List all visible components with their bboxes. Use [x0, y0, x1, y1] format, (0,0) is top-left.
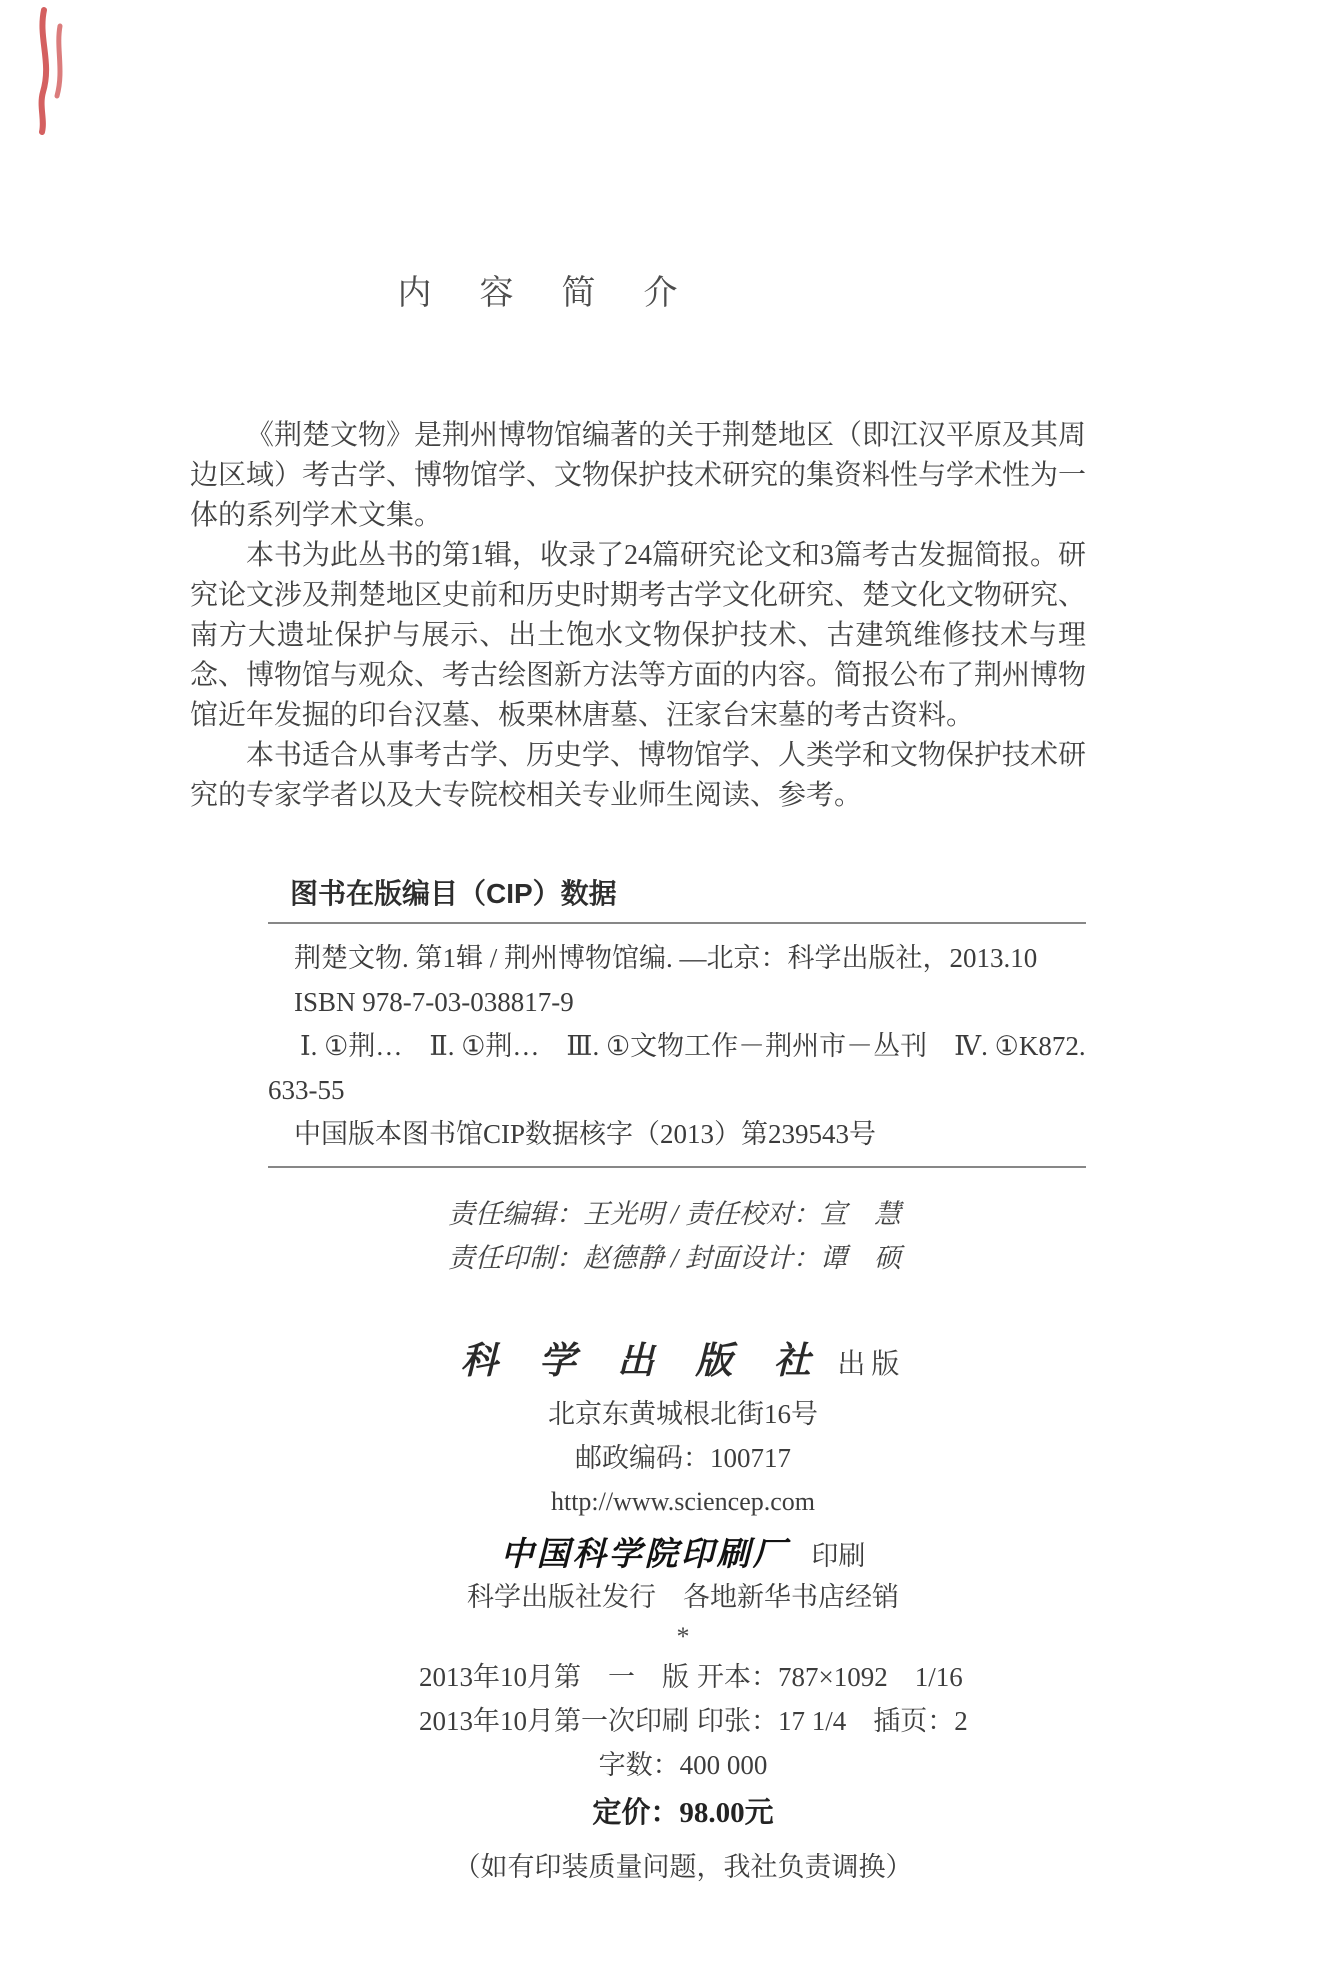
staff-line-editor: 责任编辑：王光明 / 责任校对：宣 慧: [448, 1199, 902, 1229]
printer-line: [383, 1528, 983, 1575]
edition-row-2: [383, 1699, 983, 1743]
word-count: 字数：400 000: [598, 1750, 768, 1780]
edition-row-1: [383, 1655, 983, 1699]
edition-date: 2013年10月第 一 版: [419, 1662, 689, 1692]
publisher-postcode: 邮政编码：100717: [575, 1443, 791, 1473]
cip-isbn-line: ISBN 978-7-03-038817-9: [294, 987, 574, 1017]
divider-line: [268, 1166, 1086, 1168]
cip-title-line: 荆楚文物. 第1辑 / 荆州博物馆编. —北京：科学出版社，2013.10: [294, 943, 1038, 973]
cip-record-number-line: 中国版本图书馆CIP数据核字（2013）第239543号: [294, 1119, 877, 1149]
intro-paragraph-2: 本书为此丛书的第1辑，收录了24篇研究论文和3篇考古发掘简报。研究论文涉及荆楚地区史前和历史时期考古学文化研究、楚文化文物研究、南方大遗址保护与展示、出土饱水文物保护技术、古建筑维修技术与理念、博物馆与观众、考古绘图新方法等方面的内容。简报公布了荆州博物馆近年发掘的印台汉墓、板栗林唐墓、汪家台宋墓的考古资料。: [190, 540, 1087, 731]
staff-line-printing: 责任印制：赵德静 / 封面设计：谭 硕: [448, 1243, 902, 1273]
cip-block: [268, 872, 1086, 1168]
sheet-count: 印张：17 1/4 插页：2: [697, 1706, 968, 1736]
distribution-line: 科学出版社发行 各地新华书店经销: [467, 1582, 899, 1612]
publisher-address: 北京东黄城根北街16号: [548, 1399, 818, 1429]
publisher-logo-text: 科 学 出 版 社: [460, 1341, 827, 1382]
price: 定价：98.00元: [592, 1797, 774, 1829]
publisher-url: http://www.sciencep.com: [550, 1487, 816, 1516]
cip-header: 图书在版编目（CIP）数据: [290, 878, 617, 909]
intro-paragraph-3: 本书适合从事考古学、历史学、博物馆学、人类学和文物保护技术研究的专家学者以及大专院校相关专业师生阅读、参考。: [190, 740, 1087, 811]
printer-logo-text: 中国科学院印刷厂: [500, 1537, 789, 1573]
cip-classification-continuation: 633-55: [268, 1075, 345, 1105]
printer-suffix: 印刷: [811, 1541, 866, 1571]
red-pen-marks: [0, 0, 110, 170]
page-title: 内 容 简 介: [397, 274, 685, 312]
edition-format: 开本：787×1092 1/16: [697, 1662, 963, 1692]
printing-date: 2013年10月第一次印刷: [419, 1706, 689, 1736]
separator-asterisk: *: [676, 1622, 690, 1651]
publisher-suffix: 出版: [837, 1349, 906, 1380]
intro-paragraph-1: 《荆楚文物》是荆州博物馆编著的关于荆楚地区（即江汉平原及其周边区域）考古学、博物馆学、文物保护技术研究的集资料性与学术性为一体的系列学术文集。: [190, 420, 1087, 531]
cip-classification-line: Ⅰ. ①荆… Ⅱ. ①荆… Ⅲ. ①文物工作－荆州市－丛刊 Ⅳ. ①K872.: [300, 1031, 1086, 1061]
quality-note: （如有印装质量问题，我社负责调换）: [453, 1852, 913, 1882]
publisher-block: [383, 1330, 983, 1895]
staff-credits: [448, 1192, 1086, 1280]
page-content: [190, 0, 1086, 1895]
divider-line: [268, 922, 1086, 924]
publisher-brand-line: [383, 1330, 983, 1384]
